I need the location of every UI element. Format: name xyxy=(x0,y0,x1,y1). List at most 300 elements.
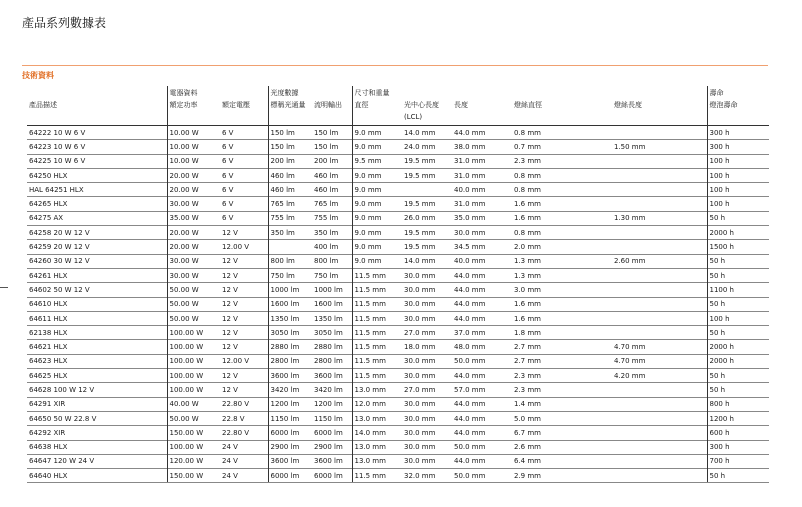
cell-rated-voltage: 6 V xyxy=(220,197,268,211)
cell-nominal-flux: 2880 lm xyxy=(268,340,312,354)
table-row xyxy=(27,154,769,168)
cell-diameter: 9.0 mm xyxy=(352,126,402,140)
cell-product: 64260 30 W 12 V xyxy=(27,254,167,268)
table-row xyxy=(27,211,769,225)
table-row xyxy=(27,469,769,483)
cell-lumen-output: 2900 lm xyxy=(312,440,352,454)
cell-rated-power: 10.00 W xyxy=(167,154,220,168)
cell-rated-voltage: 12 V xyxy=(220,297,268,311)
cell-nominal-flux: 6000 lm xyxy=(268,469,312,483)
cell-rated-voltage: 22.80 V xyxy=(220,426,268,440)
cell-lumen-output: 755 lm xyxy=(312,211,352,225)
cell-product: HAL 64251 HLX xyxy=(27,183,167,197)
cell-rated-power: 100.00 W xyxy=(167,326,220,340)
cell-filament-length: 4.70 mm xyxy=(612,354,707,368)
cell-lamp-life: 700 h xyxy=(707,454,769,468)
cell-lumen-output: 6000 lm xyxy=(312,426,352,440)
cell-lamp-life: 600 h xyxy=(707,426,769,440)
cell-nominal-flux: 2800 lm xyxy=(268,354,312,368)
spec-table xyxy=(27,86,769,483)
cell-nominal-flux: 460 lm xyxy=(268,183,312,197)
cell-filament-length: 1.50 mm xyxy=(612,140,707,154)
cell-diameter: 13.0 mm xyxy=(352,454,402,468)
cell-lumen-output: 350 lm xyxy=(312,226,352,240)
cell-filament-length: 4.20 mm xyxy=(612,369,707,383)
cell-lumen-output: 3600 lm xyxy=(312,369,352,383)
cell-lcl: 30.0 mm xyxy=(402,397,452,411)
table-row xyxy=(27,326,769,340)
cell-lumen-output: 750 lm xyxy=(312,268,352,282)
cell-product: 64640 HLX xyxy=(27,469,167,483)
cell-length: 50.0 mm xyxy=(452,440,512,454)
cell-lcl: 24.0 mm xyxy=(402,140,452,154)
cell-rated-voltage: 6 V xyxy=(220,183,268,197)
cell-lamp-life: 100 h xyxy=(707,197,769,211)
cell-lcl: 14.0 mm xyxy=(402,126,452,140)
cell-length: 30.0 mm xyxy=(452,226,512,240)
cell-product: 64259 20 W 12 V xyxy=(27,240,167,254)
cell-nominal-flux: 1350 lm xyxy=(268,311,312,325)
cell-filament-length xyxy=(612,326,707,340)
cell-product: 64275 AX xyxy=(27,211,167,225)
cell-lamp-life: 50 h xyxy=(707,326,769,340)
cell-product: 64261 HLX xyxy=(27,268,167,282)
table-row xyxy=(27,240,769,254)
cell-length: 44.0 mm xyxy=(452,126,512,140)
col-diameter: 直徑 xyxy=(352,99,402,126)
cell-rated-voltage: 6 V xyxy=(220,168,268,182)
cell-length: 44.0 mm xyxy=(452,411,512,425)
cell-filament-diameter: 2.3 mm xyxy=(512,383,612,397)
cell-lamp-life: 300 h xyxy=(707,140,769,154)
col-filament-diameter: 燈絲直徑 xyxy=(512,99,612,126)
cell-lamp-life: 100 h xyxy=(707,311,769,325)
cell-lcl: 19.5 mm xyxy=(402,197,452,211)
cell-diameter: 9.0 mm xyxy=(352,183,402,197)
table-row xyxy=(27,226,769,240)
cell-product: 64625 HLX xyxy=(27,369,167,383)
cell-lumen-output: 150 lm xyxy=(312,126,352,140)
page-title: 產品系列數據表 xyxy=(22,16,107,30)
cell-rated-power: 30.00 W xyxy=(167,197,220,211)
col-product: 產品描述 xyxy=(27,99,167,126)
cell-product: 64258 20 W 12 V xyxy=(27,226,167,240)
table-row xyxy=(27,369,769,383)
cell-nominal-flux: 2900 lm xyxy=(268,440,312,454)
cell-lcl xyxy=(402,183,452,197)
cell-nominal-flux: 460 lm xyxy=(268,168,312,182)
cell-diameter: 11.5 mm xyxy=(352,311,402,325)
cell-lamp-life: 50 h xyxy=(707,297,769,311)
cell-length: 34.5 mm xyxy=(452,240,512,254)
cell-rated-voltage: 12 V xyxy=(220,369,268,383)
cell-lcl: 14.0 mm xyxy=(402,254,452,268)
cell-diameter: 9.0 mm xyxy=(352,254,402,268)
cell-diameter: 9.0 mm xyxy=(352,140,402,154)
cell-filament-diameter: 5.0 mm xyxy=(512,411,612,425)
group-empty xyxy=(27,86,167,99)
cell-filament-diameter: 1.6 mm xyxy=(512,311,612,325)
column-header-row xyxy=(27,99,769,126)
table-row xyxy=(27,140,769,154)
cell-rated-voltage: 12 V xyxy=(220,268,268,282)
table-row xyxy=(27,197,769,211)
cell-rated-power: 20.00 W xyxy=(167,183,220,197)
cell-length: 44.0 mm xyxy=(452,397,512,411)
cell-length: 50.0 mm xyxy=(452,469,512,483)
section-label: 技術資料 xyxy=(22,71,54,80)
cell-lumen-output: 3420 lm xyxy=(312,383,352,397)
cell-lumen-output: 460 lm xyxy=(312,168,352,182)
cell-filament-length xyxy=(612,268,707,282)
cell-filament-length xyxy=(612,311,707,325)
cell-filament-diameter: 1.6 mm xyxy=(512,211,612,225)
cell-lamp-life: 50 h xyxy=(707,469,769,483)
cell-nominal-flux: 3600 lm xyxy=(268,454,312,468)
cell-length: 48.0 mm xyxy=(452,340,512,354)
group-dimensions: 尺寸和重量 xyxy=(352,86,707,99)
cell-rated-voltage: 24 V xyxy=(220,454,268,468)
cell-rated-power: 50.00 W xyxy=(167,283,220,297)
cell-rated-power: 150.00 W xyxy=(167,469,220,483)
cell-filament-diameter: 6.7 mm xyxy=(512,426,612,440)
cell-rated-power: 50.00 W xyxy=(167,311,220,325)
cell-rated-voltage: 6 V xyxy=(220,126,268,140)
cell-diameter: 9.0 mm xyxy=(352,211,402,225)
cell-rated-power: 30.00 W xyxy=(167,254,220,268)
table-row xyxy=(27,440,769,454)
cell-nominal-flux: 800 lm xyxy=(268,254,312,268)
cell-rated-voltage: 12 V xyxy=(220,283,268,297)
cell-diameter: 13.0 mm xyxy=(352,383,402,397)
cell-lumen-output: 1350 lm xyxy=(312,311,352,325)
cell-rated-voltage: 12 V xyxy=(220,226,268,240)
cell-lumen-output: 400 lm xyxy=(312,240,352,254)
cell-nominal-flux: 755 lm xyxy=(268,211,312,225)
cell-lamp-life: 2000 h xyxy=(707,354,769,368)
cell-rated-power: 20.00 W xyxy=(167,240,220,254)
cell-rated-voltage: 24 V xyxy=(220,469,268,483)
cell-filament-diameter: 2.3 mm xyxy=(512,369,612,383)
cell-filament-diameter: 0.8 mm xyxy=(512,226,612,240)
cell-lcl: 26.0 mm xyxy=(402,211,452,225)
cell-filament-length xyxy=(612,440,707,454)
cell-lumen-output: 2880 lm xyxy=(312,340,352,354)
cell-nominal-flux: 1150 lm xyxy=(268,411,312,425)
cell-filament-diameter: 2.7 mm xyxy=(512,354,612,368)
cell-filament-diameter: 1.3 mm xyxy=(512,254,612,268)
table-row xyxy=(27,126,769,140)
cell-lumen-output: 765 lm xyxy=(312,197,352,211)
cell-length: 38.0 mm xyxy=(452,140,512,154)
cell-rated-power: 120.00 W xyxy=(167,454,220,468)
cell-product: 64621 HLX xyxy=(27,340,167,354)
cell-filament-diameter: 1.6 mm xyxy=(512,197,612,211)
cell-diameter: 11.5 mm xyxy=(352,340,402,354)
group-life: 壽命 xyxy=(707,86,769,99)
cell-filament-length xyxy=(612,197,707,211)
cell-length: 40.0 mm xyxy=(452,254,512,268)
cell-length: 31.0 mm xyxy=(452,197,512,211)
col-rated-power: 額定功率 xyxy=(167,99,220,126)
cell-nominal-flux: 765 lm xyxy=(268,197,312,211)
cell-lamp-life: 1500 h xyxy=(707,240,769,254)
cell-lamp-life: 2000 h xyxy=(707,226,769,240)
cell-lumen-output: 200 lm xyxy=(312,154,352,168)
cell-rated-voltage: 6 V xyxy=(220,211,268,225)
cell-rated-power: 150.00 W xyxy=(167,426,220,440)
cell-diameter: 11.5 mm xyxy=(352,469,402,483)
cell-lamp-life: 50 h xyxy=(707,211,769,225)
cell-diameter: 14.0 mm xyxy=(352,426,402,440)
table-row xyxy=(27,454,769,468)
cell-lamp-life: 50 h xyxy=(707,268,769,282)
cell-lumen-output: 6000 lm xyxy=(312,469,352,483)
cell-rated-voltage: 12 V xyxy=(220,254,268,268)
cell-lumen-output: 150 lm xyxy=(312,140,352,154)
cell-lcl: 30.0 mm xyxy=(402,311,452,325)
cell-filament-diameter: 1.8 mm xyxy=(512,326,612,340)
cell-lcl: 30.0 mm xyxy=(402,268,452,282)
cell-lumen-output: 1600 lm xyxy=(312,297,352,311)
cell-filament-diameter: 2.3 mm xyxy=(512,154,612,168)
table-row xyxy=(27,283,769,297)
cell-filament-length: 1.30 mm xyxy=(612,211,707,225)
cell-length: 44.0 mm xyxy=(452,268,512,282)
cell-rated-voltage: 6 V xyxy=(220,154,268,168)
cell-filament-length: 2.60 mm xyxy=(612,254,707,268)
group-header-row xyxy=(27,86,769,99)
cell-filament-length xyxy=(612,168,707,182)
cell-lumen-output: 800 lm xyxy=(312,254,352,268)
table-row xyxy=(27,183,769,197)
cell-nominal-flux: 150 lm xyxy=(268,140,312,154)
cell-rated-power: 30.00 W xyxy=(167,268,220,282)
cell-nominal-flux: 3050 lm xyxy=(268,326,312,340)
cell-diameter: 11.5 mm xyxy=(352,369,402,383)
cell-nominal-flux: 3600 lm xyxy=(268,369,312,383)
cell-filament-diameter: 2.9 mm xyxy=(512,469,612,483)
cell-product: 64222 10 W 6 V xyxy=(27,126,167,140)
cell-lamp-life: 100 h xyxy=(707,183,769,197)
cell-filament-diameter: 0.8 mm xyxy=(512,183,612,197)
cell-rated-power: 35.00 W xyxy=(167,211,220,225)
table-row xyxy=(27,268,769,282)
cell-filament-diameter: 1.4 mm xyxy=(512,397,612,411)
cell-diameter: 9.0 mm xyxy=(352,168,402,182)
cell-lamp-life: 100 h xyxy=(707,154,769,168)
cell-filament-diameter: 1.6 mm xyxy=(512,297,612,311)
cell-rated-voltage: 12.00 V xyxy=(220,354,268,368)
cell-lcl: 32.0 mm xyxy=(402,469,452,483)
group-electrical: 電器資料 xyxy=(167,86,268,99)
col-lamp-life: 燈泡壽命 xyxy=(707,99,769,126)
cell-filament-diameter: 0.8 mm xyxy=(512,126,612,140)
cell-rated-power: 10.00 W xyxy=(167,126,220,140)
group-photometric: 光度數據 xyxy=(268,86,352,99)
cell-lamp-life: 100 h xyxy=(707,168,769,182)
cell-product: 64638 HLX xyxy=(27,440,167,454)
cell-lcl: 30.0 mm xyxy=(402,283,452,297)
cell-diameter: 9.5 mm xyxy=(352,154,402,168)
cell-nominal-flux: 1000 lm xyxy=(268,283,312,297)
cell-filament-diameter: 3.0 mm xyxy=(512,283,612,297)
cell-product: 64265 HLX xyxy=(27,197,167,211)
cell-lumen-output: 1200 lm xyxy=(312,397,352,411)
cell-filament-length xyxy=(612,154,707,168)
cell-nominal-flux: 1600 lm xyxy=(268,297,312,311)
cell-diameter: 9.0 mm xyxy=(352,226,402,240)
cell-rated-power: 100.00 W xyxy=(167,369,220,383)
cell-filament-length xyxy=(612,411,707,425)
cell-diameter: 9.0 mm xyxy=(352,240,402,254)
cell-product: 64623 HLX xyxy=(27,354,167,368)
cell-diameter: 9.0 mm xyxy=(352,197,402,211)
cell-lcl: 30.0 mm xyxy=(402,354,452,368)
cell-filament-length xyxy=(612,383,707,397)
cell-filament-length xyxy=(612,397,707,411)
cell-filament-diameter: 2.7 mm xyxy=(512,340,612,354)
cell-product: 62138 HLX xyxy=(27,326,167,340)
cell-rated-power: 20.00 W xyxy=(167,226,220,240)
cell-lcl: 30.0 mm xyxy=(402,411,452,425)
cell-length: 50.0 mm xyxy=(452,354,512,368)
cell-product: 64250 HLX xyxy=(27,168,167,182)
table-row xyxy=(27,168,769,182)
cell-filament-length: 4.70 mm xyxy=(612,340,707,354)
cell-lamp-life: 50 h xyxy=(707,369,769,383)
cell-product: 64292 XIR xyxy=(27,426,167,440)
table-row xyxy=(27,254,769,268)
section-divider xyxy=(22,65,768,66)
table-row xyxy=(27,311,769,325)
cell-diameter: 13.0 mm xyxy=(352,440,402,454)
cell-length: 37.0 mm xyxy=(452,326,512,340)
cell-product: 64610 HLX xyxy=(27,297,167,311)
cell-filament-diameter: 6.4 mm xyxy=(512,454,612,468)
cell-lamp-life: 800 h xyxy=(707,397,769,411)
cell-rated-voltage: 6 V xyxy=(220,140,268,154)
cell-lamp-life: 300 h xyxy=(707,126,769,140)
cell-rated-voltage: 12 V xyxy=(220,340,268,354)
cell-lumen-output: 460 lm xyxy=(312,183,352,197)
cell-product: 64628 100 W 12 V xyxy=(27,383,167,397)
cell-lcl: 30.0 mm xyxy=(402,454,452,468)
cell-length: 44.0 mm xyxy=(452,283,512,297)
cell-length: 31.0 mm xyxy=(452,154,512,168)
cell-nominal-flux: 350 lm xyxy=(268,226,312,240)
cell-nominal-flux xyxy=(268,240,312,254)
cell-rated-power: 50.00 W xyxy=(167,297,220,311)
cell-rated-power: 100.00 W xyxy=(167,383,220,397)
cell-rated-power: 40.00 W xyxy=(167,397,220,411)
cell-nominal-flux: 3420 lm xyxy=(268,383,312,397)
cell-length: 44.0 mm xyxy=(452,369,512,383)
table-row xyxy=(27,411,769,425)
cell-nominal-flux: 750 lm xyxy=(268,268,312,282)
cell-nominal-flux: 150 lm xyxy=(268,126,312,140)
cell-product: 64223 10 W 6 V xyxy=(27,140,167,154)
cell-length: 57.0 mm xyxy=(452,383,512,397)
col-filament-length: 燈絲長度 xyxy=(612,99,707,126)
cell-product: 64225 10 W 6 V xyxy=(27,154,167,168)
cell-lamp-life: 1100 h xyxy=(707,283,769,297)
cell-rated-voltage: 24 V xyxy=(220,440,268,454)
cell-nominal-flux: 1200 lm xyxy=(268,397,312,411)
cell-lamp-life: 2000 h xyxy=(707,340,769,354)
cell-filament-length xyxy=(612,454,707,468)
cell-product: 64611 HLX xyxy=(27,311,167,325)
cell-lumen-output: 3600 lm xyxy=(312,454,352,468)
cell-rated-voltage: 12 V xyxy=(220,326,268,340)
cell-filament-diameter: 0.7 mm xyxy=(512,140,612,154)
cell-lamp-life: 50 h xyxy=(707,383,769,397)
cell-lamp-life: 50 h xyxy=(707,254,769,268)
cell-lcl: 30.0 mm xyxy=(402,297,452,311)
cell-product: 64647 120 W 24 V xyxy=(27,454,167,468)
cell-product: 64650 50 W 22.8 V xyxy=(27,411,167,425)
cell-lcl: 19.5 mm xyxy=(402,154,452,168)
cell-lumen-output: 2800 lm xyxy=(312,354,352,368)
cell-lcl: 19.5 mm xyxy=(402,168,452,182)
cell-lamp-life: 300 h xyxy=(707,440,769,454)
cell-lcl: 30.0 mm xyxy=(402,440,452,454)
cell-length: 31.0 mm xyxy=(452,168,512,182)
cell-rated-power: 100.00 W xyxy=(167,440,220,454)
cell-rated-power: 100.00 W xyxy=(167,340,220,354)
cell-filament-diameter: 1.3 mm xyxy=(512,268,612,282)
cell-nominal-flux: 6000 lm xyxy=(268,426,312,440)
cell-rated-power: 10.00 W xyxy=(167,140,220,154)
cell-lamp-life: 1200 h xyxy=(707,411,769,425)
cell-filament-diameter: 2.0 mm xyxy=(512,240,612,254)
cell-filament-length xyxy=(612,297,707,311)
cell-diameter: 11.5 mm xyxy=(352,297,402,311)
col-nominal-flux: 標稱光通量 xyxy=(268,99,312,126)
cell-length: 35.0 mm xyxy=(452,211,512,225)
cell-diameter: 11.5 mm xyxy=(352,283,402,297)
cell-diameter: 12.0 mm xyxy=(352,397,402,411)
table-row xyxy=(27,297,769,311)
cell-filament-length xyxy=(612,183,707,197)
cell-rated-voltage: 22.80 V xyxy=(220,397,268,411)
cell-diameter: 11.5 mm xyxy=(352,354,402,368)
spec-table-body xyxy=(27,126,769,483)
cell-lumen-output: 3050 lm xyxy=(312,326,352,340)
cell-rated-voltage: 12 V xyxy=(220,383,268,397)
cell-diameter: 13.0 mm xyxy=(352,411,402,425)
cell-rated-power: 50.00 W xyxy=(167,411,220,425)
cell-rated-power: 20.00 W xyxy=(167,168,220,182)
cell-length: 44.0 mm xyxy=(452,454,512,468)
cell-lcl: 19.5 mm xyxy=(402,240,452,254)
margin-mark xyxy=(0,287,8,288)
cell-rated-voltage: 12 V xyxy=(220,311,268,325)
cell-diameter: 11.5 mm xyxy=(352,326,402,340)
table-row xyxy=(27,397,769,411)
cell-product: 64291 XIR xyxy=(27,397,167,411)
cell-length: 44.0 mm xyxy=(452,426,512,440)
cell-nominal-flux: 200 lm xyxy=(268,154,312,168)
cell-lumen-output: 1000 lm xyxy=(312,283,352,297)
cell-rated-power: 100.00 W xyxy=(167,354,220,368)
cell-lcl: 27.0 mm xyxy=(402,383,452,397)
cell-lcl: 30.0 mm xyxy=(402,369,452,383)
cell-product: 64602 50 W 12 V xyxy=(27,283,167,297)
cell-length: 44.0 mm xyxy=(452,297,512,311)
col-length: 長度 xyxy=(452,99,512,126)
cell-length: 44.0 mm xyxy=(452,311,512,325)
